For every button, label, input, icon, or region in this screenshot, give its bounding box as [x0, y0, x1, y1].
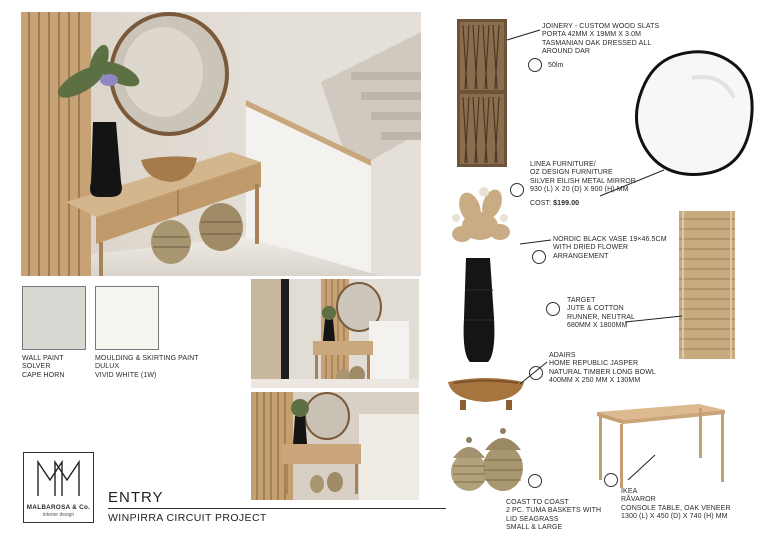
page-subtitle: WINPIRRA CIRCUIT PROJECT [108, 512, 267, 524]
vase-marker [532, 250, 546, 264]
joinery-note: 50lm [548, 62, 564, 69]
runner-marker [546, 302, 560, 316]
runner-image [679, 211, 735, 359]
bowl-image [446, 374, 526, 412]
bowl-label: ADAIRS HOME REPUBLIC JASPER NATURAL TIMBER LONG BOWL 400MM X 250 MM X 130MM [549, 352, 656, 384]
baskets-marker [528, 474, 542, 488]
render-thumbnail-1 [251, 279, 419, 388]
main-render-image [21, 12, 421, 276]
joinery-slats-image [457, 19, 507, 167]
wall-paint-label: WALL PAINT SOLVER CAPE HORN [22, 355, 65, 379]
render-thumbnail-2 [251, 392, 419, 500]
joinery-label: JOINERY - CUSTOM WOOD SLATS PORTA 42MM X 19MM X 3.0M TASMANIAN OAK DRESSED ALL AROUND DAR [542, 23, 660, 55]
console-marker [604, 473, 618, 487]
wall-paint-swatch [22, 286, 86, 350]
bowl-marker [529, 366, 543, 380]
mirror-marker [510, 183, 524, 197]
joinery-leader [507, 30, 540, 40]
mirror-cost [530, 200, 579, 208]
moulding-paint-swatch [95, 286, 159, 350]
console-label: IKEA RÅVAROR CONSOLE TABLE, OAK VENEER 1300 (L) X 450 (D) X 740 (H) MM [621, 488, 731, 520]
mirror-label: LINEA FURNITURE/ OZ DESIGN FURNITURE SILVER EILISH METAL MIRROR 930 (L) X 20 (D) X 900 (H) MM [530, 161, 636, 193]
joinery-marker [528, 58, 542, 72]
vase-leader [520, 240, 551, 244]
entry-render-illustration [21, 12, 421, 276]
vase-label: NORDIC BLACK VASE 19×46.5CM WITH DRIED FLOWER ARRANGEMENT [553, 236, 667, 260]
vase-image [440, 178, 520, 368]
runner-label: TARGET JUTE & COTTON RUNNER, NEUTRAL 680MM X 1800MM [567, 297, 636, 329]
mirror-cost-value: $199.00 [553, 200, 580, 207]
brand-logo [23, 452, 94, 523]
title-divider [108, 508, 446, 509]
moulding-paint-label: MOULDING & SKIRTING PAINT DULUX VIVID WHITE (1W) [95, 355, 199, 379]
brand-name: MALBAROSA & Co. [26, 504, 91, 511]
monogram-icon [24, 456, 93, 502]
brand-tagline: interior design [42, 512, 75, 518]
mirror-cost-label: COST: [530, 200, 552, 207]
baskets-label: COAST TO COAST 2 PC. TUMA BASKETS WITH LID SEAGRASS SMALL & LARGE [506, 499, 602, 531]
baskets-image [449, 426, 525, 492]
mirror-image [632, 48, 758, 180]
page-title: ENTRY [108, 489, 164, 506]
